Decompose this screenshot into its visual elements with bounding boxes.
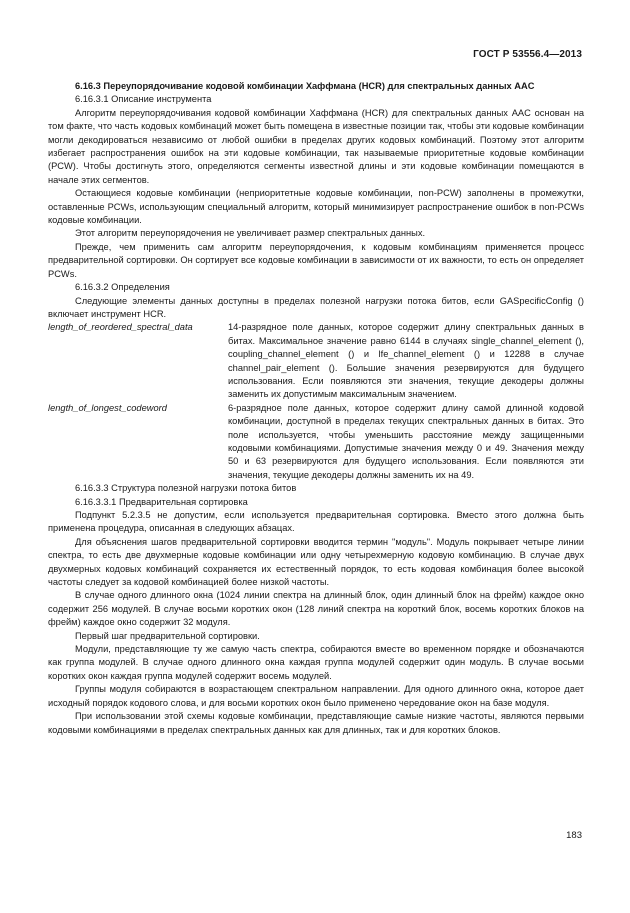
paragraph: Алгоритм переупорядочивания кодовой комбинации Хаффмана (HCR) для спектральных данных AAC основан на том факте, что часть кодовых комбинаций может быть помещена в известные позиции так, чтобы эти кодовые комбинации могли декодироваться независимо от любой ошибки в пределах других кодовых комбинаций. Поэтому этот алгоритм избегает распространения ошибок на эти кодовые комбинации, так называемые приоритетные кодовые комбинации (PCW). Чтобы достигнуть этого, определяются сегменты известной длины и эти кодовые комбинации помещаются в начале этих сегментов.	[48, 107, 584, 185]
section-title: 6.16.3 Переупорядочивание кодовой комбинации Хаффмана (HCR) для спектральных данных AAC	[75, 81, 535, 91]
subsection-heading: 6.16.3.2 Определения	[75, 282, 170, 293]
definition-term: length_of_longest_codeword	[48, 402, 167, 413]
subsection-heading: 6.16.3.1 Описание инструмента	[75, 94, 212, 105]
paragraph: Первый шаг предварительной сортировки.	[75, 630, 260, 641]
paragraph: В случае одного длинного окна (1024 линии спектра на длинный блок, один длинный блок на фрейм) каждое окно содержит 256 модулей. В случае восьми коротких окон (128 линий спектра на короткий блок, восемь коротких блоков на фрейм) каждое окно содержит 32 модуля.	[48, 590, 584, 628]
paragraph: Следующие элементы данных доступны в пределах полезной нагрузки потока битов, если GASpecificConfig () включает инструмент HCR.	[48, 295, 584, 319]
subsection-heading: 6.16.3.3 Структура полезной нагрузки потока битов	[75, 483, 297, 494]
paragraph: Остающиеся кодовые комбинации (неприоритетные кодовые комбинации, non-PCW) заполнены в промежутки, оставленные PCWs, использующим специальный алгоритм, который минимизирует распространение ошибок в non-PCWs кодовые комбинации.	[48, 188, 584, 226]
paragraph: Этот алгоритм переупорядочения не увеличивает размер спектральных данных.	[75, 228, 426, 239]
page-number: 183	[566, 830, 582, 841]
definition-text: 6-разрядное поле данных, которое содержит длину самой длинной кодовой комбинации, доступной в пределах текущих спектральных данных в битах. Это поле используется, чтобы уменьшить расстояние между защищенными кодовыми комбинациями. Допустимые значения между 0 и 49. Значения между 50 и 63 резервируются для будущего использования. Если появляются эти значения, текущие декодеры должны заменить их на 49.	[228, 402, 584, 480]
paragraph: Прежде, чем применить сам алгоритм переупорядочения, к кодовым комбинациям применяется процесс предварительной сортировки. Он сортирует все кодовые комбинации в зависимости от их важности, то есть он определяет PCWs.	[48, 241, 584, 279]
definition-text: 14-разрядное поле данных, которое содержит длину спектральных данных в битах. Максимальное значение равно 6144 в случаях single_channel_element (), coupling_channel_element () и lfe_channel_element () и 12288 в случае channel_pair_element (). Большие значения резервируются для будущего использования. Если появляются эти значения, текущие декодеры должны заменить их допустимым максимальным значением.	[228, 322, 584, 400]
paragraph: Для объяснения шагов предварительной сортировки вводится термин "модуль". Модуль покрывает четыре линии спектра, то есть две двухмерные кодовые комбинации или одну четырехмерную кодовую комбинацию. В случае двух двухмерных кодовых комбинаций сохраняется их естественный порядок, то есть кодовая комбинация более высокой частоты следует за кодовой комбинацией более низкой частоты.	[48, 536, 584, 588]
standard-header: ГОСТ Р 53556.4—2013	[473, 49, 582, 60]
definitions-list	[48, 321, 584, 482]
paragraph: Подпункт 5.2.3.5 не допустим, если используется предварительная сортировка. Вместо этого должна быть применена процедура, описанная в следующих абзацах.	[48, 510, 584, 534]
paragraph: При использовании этой схемы кодовые комбинации, представляющие самые низкие частоты, являются первыми кодовыми комбинациями в пределах спектральных данных как для длинных, так и для коротких блоков.	[48, 711, 584, 735]
document-body	[48, 80, 584, 737]
paragraph: Модули, представляющие ту же самую часть спектра, собираются вместе во временном порядке и обозначаются как группа модулей. В случае одного длинного окна каждая группа модулей содержит один модуль. В случае восьми коротких окон каждая группа модулей содержит восемь модулей.	[48, 644, 584, 681]
definition-term: length_of_reordered_spectral_data	[48, 322, 193, 333]
paragraph: Группы модуля собираются в возрастающем спектральном направлении. Для одного длинного окна, которое дает исходный порядок кодового слова, и для восьми коротких окон было применено чередование окон на базе модуля.	[48, 684, 584, 708]
subsection-heading: 6.16.3.3.1 Предварительная сортировка	[75, 496, 248, 507]
